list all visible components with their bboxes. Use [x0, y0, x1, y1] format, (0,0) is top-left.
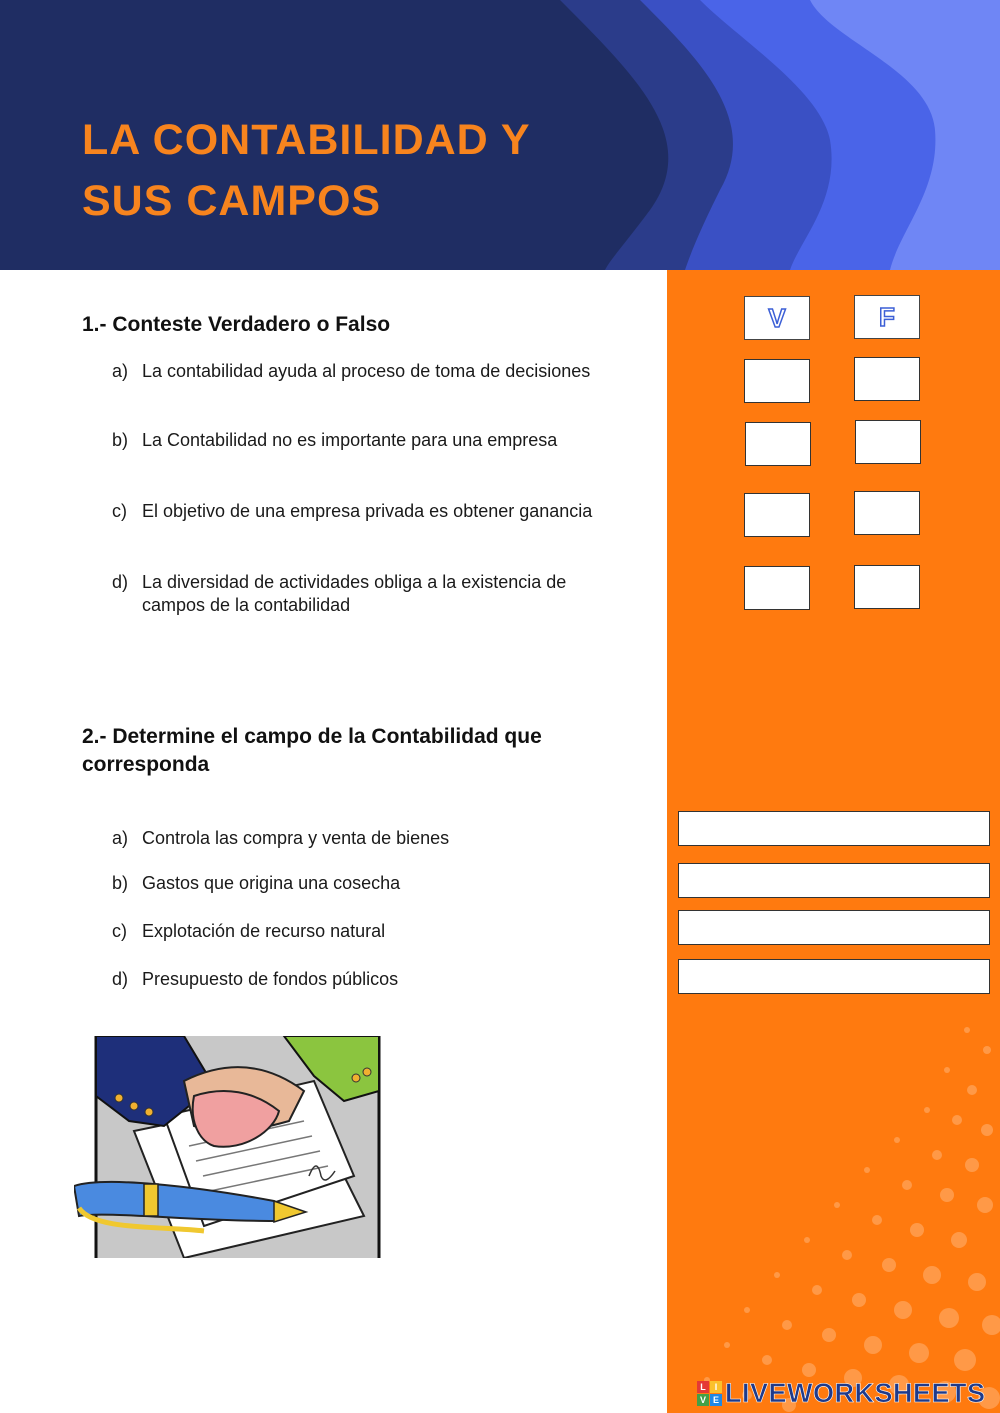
item-text: Gastos que origina una cosecha — [142, 873, 401, 893]
answer-field-b[interactable] — [678, 863, 990, 898]
title-line-2: SUS CAMPOS — [82, 177, 382, 225]
handshake-contract-illustration — [74, 1036, 384, 1258]
false-answer-box-d[interactable] — [854, 565, 920, 609]
tf-item-d — [112, 571, 602, 617]
false-answer-box-a[interactable] — [854, 357, 920, 401]
item-text: El objetivo de una empresa privada es obtener ganancia — [142, 501, 593, 521]
answer-field-c[interactable] — [678, 910, 990, 945]
answer-field-a[interactable] — [678, 811, 990, 846]
item-letter: b) — [112, 873, 129, 893]
item-text: Controla las compra y venta de bienes — [142, 828, 450, 848]
item-text: Presupuesto de fondos públicos — [142, 969, 399, 989]
item-text: La Contabilidad no es importante para una empresa — [142, 430, 558, 450]
liveworksheets-logo: L I V E — [697, 1381, 722, 1406]
tf-item-b — [112, 429, 602, 452]
item-letter: a) — [112, 361, 129, 381]
field-item-c — [112, 920, 602, 943]
item-letter: b) — [112, 430, 129, 450]
field-item-d — [112, 968, 602, 991]
field-item-b — [112, 872, 602, 895]
item-letter: d) — [112, 572, 129, 592]
field-item-a — [112, 827, 602, 850]
item-letter: c) — [112, 921, 127, 941]
header-banner — [0, 0, 1000, 270]
tf-item-a — [112, 360, 602, 383]
item-text: Explotación de recurso natural — [142, 921, 386, 941]
item-letter: c) — [112, 501, 127, 521]
true-answer-box-a[interactable] — [744, 359, 810, 403]
false-column-header: F — [854, 295, 920, 339]
true-answer-box-c[interactable] — [744, 493, 810, 537]
true-answer-box-b[interactable] — [745, 422, 811, 466]
section-1-heading: 1.- Conteste Verdadero o Falso — [82, 313, 391, 336]
true-column-header: V — [744, 296, 810, 340]
brand-name: LIVEWORKSHEETS — [725, 1378, 986, 1408]
section-2-heading: 2.- Determine el campo de la Contabilidad que corresponda — [82, 725, 542, 776]
false-answer-box-b[interactable] — [855, 420, 921, 464]
title-line-1: LA CONTABILIDAD Y — [82, 116, 531, 164]
liveworksheets-brand — [697, 1378, 986, 1409]
answer-field-d[interactable] — [678, 959, 990, 994]
false-answer-box-c[interactable] — [854, 491, 920, 535]
page-title — [82, 110, 531, 232]
item-text: La diversidad de actividades obliga a la existencia de campos de la contabilidad — [142, 572, 567, 615]
item-text: La contabilidad ayuda al proceso de toma de decisiones — [142, 361, 591, 381]
item-letter: a) — [112, 828, 129, 848]
item-letter: d) — [112, 969, 129, 989]
tf-item-c — [112, 500, 602, 523]
true-answer-box-d[interactable] — [744, 566, 810, 610]
